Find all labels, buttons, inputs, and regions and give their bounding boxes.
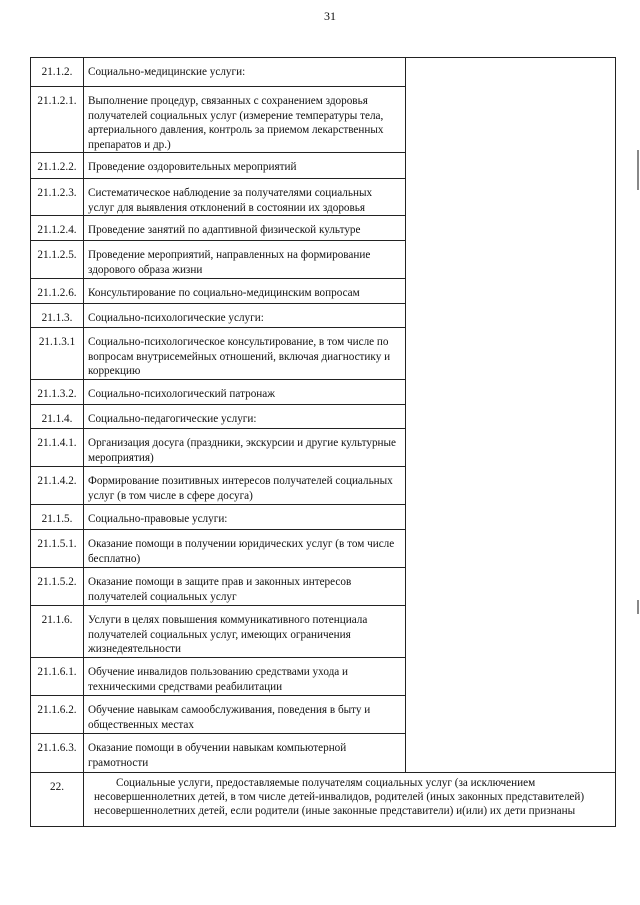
row-description: Услуги в целях повышения коммуникативного потенциала получателей социальных услуг, имеющих ограничения жизнедеятельности xyxy=(84,606,406,658)
row-description: Обучение инвалидов пользованию средствами ухода и техническими средствами реабилитации xyxy=(84,658,406,696)
table-row-final xyxy=(31,773,616,827)
row-number: 21.1.2. xyxy=(31,58,84,87)
table-row xyxy=(31,58,616,87)
row-number: 21.1.2.5. xyxy=(31,241,84,279)
paragraph-line: Социальные услуги, предоставляемые получателям социальных услуг (за исключением xyxy=(116,777,536,789)
row-description: Проведение занятий по адаптивной физической культуре xyxy=(84,216,406,241)
row-number: 21.1.6.2. xyxy=(31,696,84,734)
row-description: Социально-психологические услуги: xyxy=(84,304,406,328)
row-number: 21.1.2.3. xyxy=(31,179,84,216)
row-description: Оказание помощи в получении юридических услуг (в том числе бесплатно) xyxy=(84,530,406,568)
row-description xyxy=(84,773,616,827)
row-number: 21.1.5.1. xyxy=(31,530,84,568)
row-number: 22. xyxy=(31,773,84,827)
row-number: 21.1.5.2. xyxy=(31,568,84,606)
row-description: Консультирование по социально-медицинским вопросам xyxy=(84,279,406,304)
row-description: Проведение мероприятий, направленных на формирование здорового образа жизни xyxy=(84,241,406,279)
row-description: Социально-медицинские услуги: xyxy=(84,58,406,87)
page-number: 31 xyxy=(324,9,336,23)
row-number: 21.1.6.1. xyxy=(31,658,84,696)
paragraph-line: несовершеннолетних детей, в том числе детей-инвалидов, родителей (иных законных представителей) xyxy=(94,791,585,803)
scan-edge-mark xyxy=(637,600,639,614)
row-number: 21.1.4.2. xyxy=(31,467,84,505)
row-description: Оказание помощи в обучении навыкам компьютерной грамотности xyxy=(84,734,406,773)
row-number: 21.1.2.6. xyxy=(31,279,84,304)
row-number: 21.1.3.1 xyxy=(31,328,84,380)
empty-column-cell xyxy=(406,58,616,773)
row-description: Оказание помощи в защите прав и законных интересов получателей социальных услуг xyxy=(84,568,406,606)
row-number: 21.1.6. xyxy=(31,606,84,658)
row-description: Социально-психологическое консультирование, в том числе по вопросам внутрисемейных отношений, включая диагностику и коррекцию xyxy=(84,328,406,380)
row-number: 21.1.5. xyxy=(31,505,84,530)
scan-edge-mark xyxy=(637,150,639,190)
row-number: 21.1.2.1. xyxy=(31,87,84,153)
row-description: Обучение навыкам самообслуживания, поведения в быту и общественных местах xyxy=(84,696,406,734)
row-number: 21.1.4.1. xyxy=(31,429,84,467)
row-number: 21.1.6.3. xyxy=(31,734,84,773)
row-description: Формирование позитивных интересов получателей социальных услуг (в том числе в сфере досуга) xyxy=(84,467,406,505)
paragraph-line: несовершеннолетних детей, если родители (иные законные представители) и(или) их дети признаны xyxy=(94,805,576,817)
row-description: Проведение оздоровительных мероприятий xyxy=(84,153,406,179)
row-number: 21.1.2.2. xyxy=(31,153,84,179)
row-description: Систематическое наблюдение за получателями социальных услуг для выявления отклонений в состоянии их здоровья xyxy=(84,179,406,216)
row-number: 21.1.2.4. xyxy=(31,216,84,241)
row-description: Выполнение процедур, связанных с сохранением здоровья получателей социальных услуг (измерение температуры тела, артериального давления, контроль за приемом лекарственных препаратов и др.) xyxy=(84,87,406,153)
row-number: 21.1.3.2. xyxy=(31,380,84,405)
row-description: Социально-психологический патронаж xyxy=(84,380,406,405)
row-description: Социально-педагогические услуги: xyxy=(84,405,406,429)
services-table xyxy=(30,57,616,827)
row-number: 21.1.3. xyxy=(31,304,84,328)
row-description: Социально-правовые услуги: xyxy=(84,505,406,530)
row-number: 21.1.4. xyxy=(31,405,84,429)
row-description: Организация досуга (праздники, экскурсии и другие культурные мероприятия) xyxy=(84,429,406,467)
